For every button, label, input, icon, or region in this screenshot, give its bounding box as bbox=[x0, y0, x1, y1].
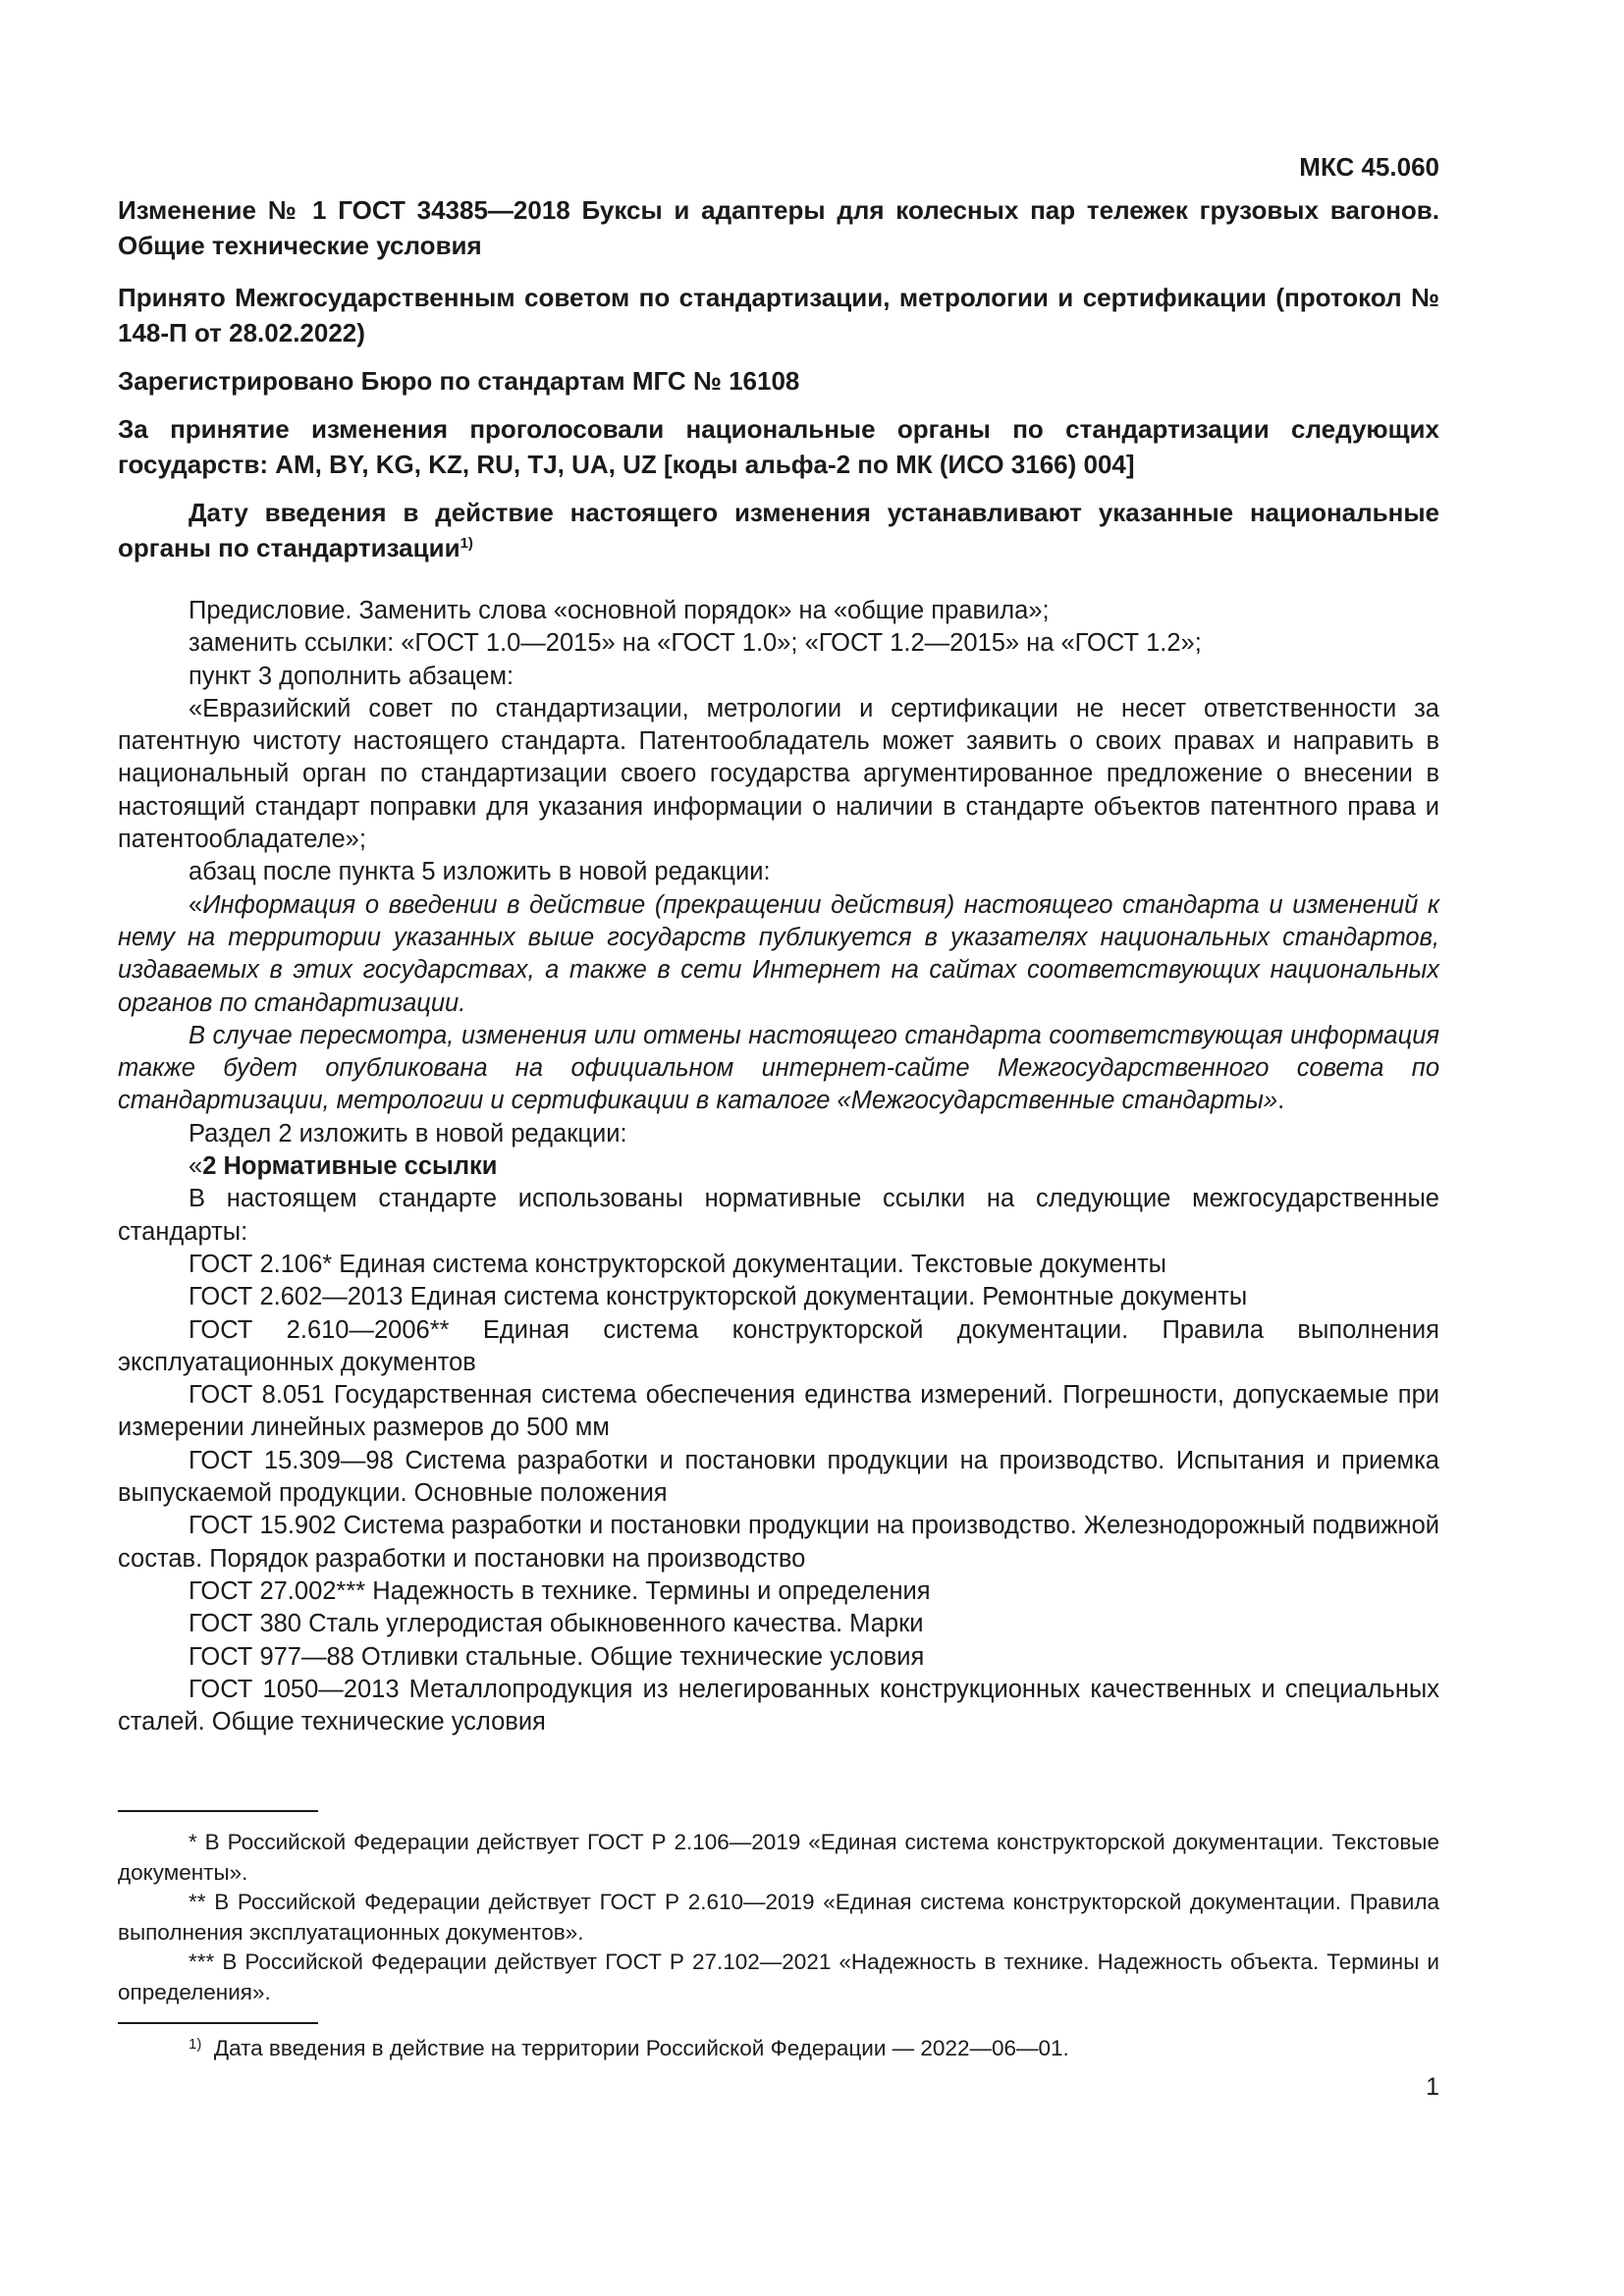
reference-item: ГОСТ 27.002*** Надежность в технике. Термины и определения bbox=[189, 1576, 931, 1605]
reference-item: ГОСТ 2.602—2013 Единая система конструкторской документации. Ремонтные документы bbox=[189, 1283, 1248, 1311]
adopted-statement: Принято Межгосударственным советом по стандартизации, метрологии и сертификации (протокол № 148-П от 28.02.2022) bbox=[118, 283, 1439, 347]
reference-item: ГОСТ 2.106* Единая система конструкторской документации. Текстовые документы bbox=[189, 1250, 1166, 1278]
footnote: $^{1)}$ Дата введения в действие на территории Российской Федерации — 2022—06—01. bbox=[189, 2036, 1069, 2060]
paragraph: абзац после пункта 5 изложить в новой редакции: bbox=[189, 858, 771, 886]
paragraph: заменить ссылки: «ГОСТ 1.0—2015» на «ГОСТ 1.0»; «ГОСТ 1.2—2015» на «ГОСТ 1.2»; bbox=[189, 629, 1202, 658]
paragraph: Раздел 2 изложить в новой редакции: bbox=[189, 1119, 627, 1148]
paragraph: «Информация о введении в действие (прекращении действия) настоящего стандарта и изменений к нему на территории указанных выше государств публикуется в указателях национальных стандартов, издаваемых в этих государствах, а также в сети Интернет на сайтах соответствующих национальных органов по стандартизации. bbox=[118, 890, 1439, 1017]
reference-item: ГОСТ 8.051 Государственная система обеспечения единства измерений. Погрешности, допускаемые при измерении линейных размеров до 500 мм bbox=[118, 1381, 1439, 1442]
paragraph: Предисловие. Заменить слова «основной порядок» на «общие правила»; bbox=[189, 597, 1050, 624]
reference-item: ГОСТ 380 Сталь углеродистая обыкновенного качества. Марки bbox=[189, 1610, 924, 1638]
page-number: 1 bbox=[1426, 2073, 1439, 2101]
reference-item: ГОСТ 15.902 Система разработки и постановки продукции на производство. Железнодорожный подвижной состав. Порядок разработки и постановки на производство bbox=[118, 1512, 1439, 1573]
footnote: * В Российской Федерации действует ГОСТ Р 2.106—2019 «Единая система конструкторской документации. Текстовые документы». bbox=[118, 1830, 1439, 1885]
footnote-divider bbox=[118, 1810, 318, 1812]
reference-item: ГОСТ 1050—2013 Металлопродукция из нелегированных конструкционных качественных и специальных сталей. Общие технические условия bbox=[118, 1675, 1439, 1736]
reference-item: ГОСТ 977—88 Отливки стальные. Общие технические условия bbox=[189, 1642, 925, 1671]
registration-statement: Зарегистрировано Бюро по стандартам МГС № 16108 bbox=[118, 366, 800, 396]
footnotes-numbered bbox=[118, 2034, 1439, 2064]
footnote: ** В Российской Федерации действует ГОСТ Р 2.610—2019 «Единая система конструкторской документации. Правила выполнения эксплуатационных документов». bbox=[118, 1890, 1439, 1945]
footnote-marker: 1) bbox=[189, 2036, 202, 2053]
amendment-title: Изменение № 1 ГОСТ 34385—2018 Буксы и адаптеры для колесных пар тележек грузовых вагонов. Общие технические условия bbox=[118, 195, 1439, 260]
reference-item: ГОСТ 15.309—98 Система разработки и постановки продукции на производство. Испытания и приемка выпускаемой продукции. Основные положения bbox=[118, 1446, 1439, 1508]
paragraph: В случае пересмотра, изменения или отмены настоящего стандарта соответствующая информация также будет опубликована на официальном интернет-сайте Межгосударственного совета по стандартизации, метрологии и сертификации в каталоге «Межгосударственные стандарты». bbox=[118, 1021, 1439, 1115]
reference-item: ГОСТ 2.610—2006** Единая система конструкторской документации. Правила выполнения эксплуатационных документов bbox=[118, 1315, 1439, 1376]
amendment-body bbox=[118, 595, 1439, 1738]
footnote-marker: 1) bbox=[460, 535, 473, 552]
footnotes-stars bbox=[118, 1828, 1439, 2007]
effective-date-statement: Дату введения в действие настоящего изменения устанавливают указанные национальные органы по стандартизации$^{1)}$ bbox=[118, 498, 1439, 562]
section-heading: «2 Нормативные ссылки bbox=[189, 1152, 498, 1181]
footnote: *** В Российской Федерации действует ГОСТ Р 27.102—2021 «Надежность в технике. Надежность объекта. Термины и определения». bbox=[118, 1949, 1439, 2004]
paragraph: «Евразийский совет по стандартизации, метрологии и сертификации не несет ответственности за патентную чистоту настоящего стандарта. Патентообладатель может заявить о своих правах и направить в национальный орган по стандартизации своего государства аргументированное предложение о внесении в настоящий стандарт поправки для указания информации о наличии в стандарте объектов патентного права и патентообладателе»; bbox=[118, 694, 1439, 854]
mks-code: МКС 45.060 bbox=[1299, 152, 1439, 182]
voting-statement: За принятие изменения проголосовали национальные органы по стандартизации следующих государств: AM, BY, KG, KZ, RU, TJ, UA, UZ [коды альфа-2 по МК (ИСО 3166) 004] bbox=[118, 414, 1439, 479]
paragraph: пункт 3 дополнить абзацем: bbox=[189, 662, 514, 690]
paragraph: В настоящем стандарте использованы нормативные ссылки на следующие межгосударственные стандарты: bbox=[118, 1185, 1439, 1246]
footnote-divider bbox=[118, 2022, 318, 2024]
